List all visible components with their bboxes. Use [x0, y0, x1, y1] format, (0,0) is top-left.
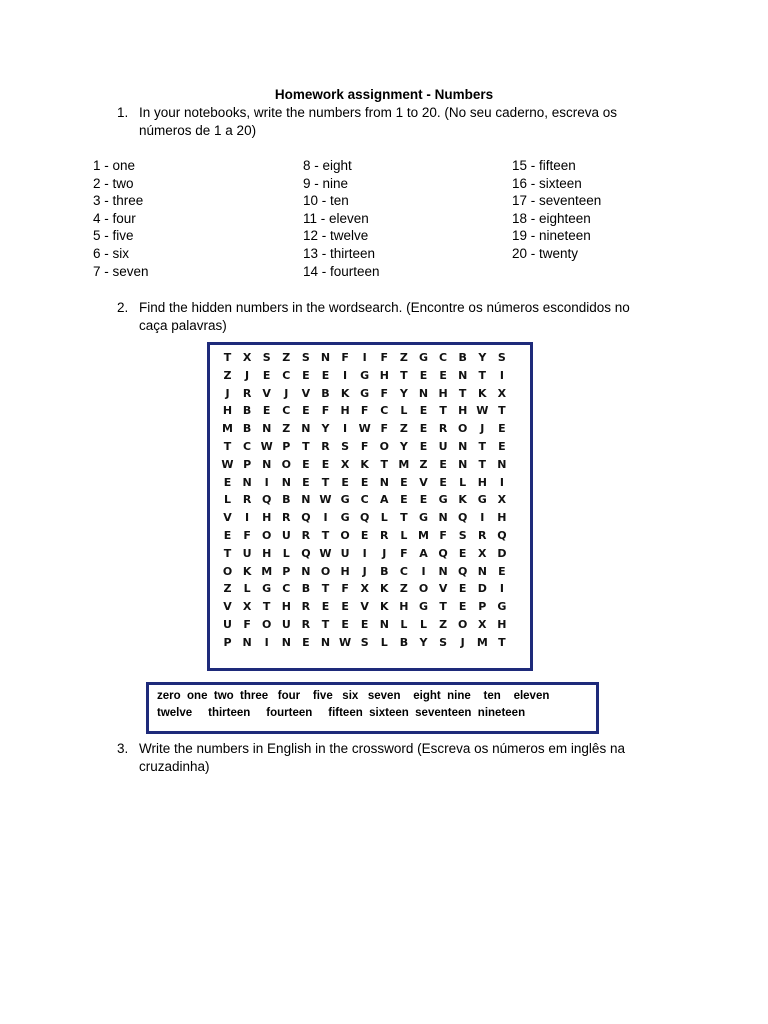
wordsearch-letter[interactable]: U: [281, 618, 291, 631]
wordsearch-letter[interactable]: A: [380, 493, 389, 507]
wordsearch-letter[interactable]: O: [340, 529, 350, 542]
wordsearch-letter[interactable]: J: [382, 546, 387, 560]
wordsearch-letter[interactable]: Q: [360, 511, 370, 525]
wordsearch-letter[interactable]: E: [321, 457, 330, 471]
wordsearch-letter[interactable]: O: [281, 457, 291, 471]
number-entry: 8 - eight: [303, 158, 352, 173]
wordsearch-letter[interactable]: S: [439, 635, 448, 649]
wordsearch-letter[interactable]: X: [242, 600, 252, 614]
wordsearch-letter[interactable]: Z: [399, 422, 408, 436]
wordsearch-letter[interactable]: E: [360, 529, 369, 542]
wordsearch-letter[interactable]: T: [262, 600, 271, 614]
wordsearch-letter[interactable]: C: [380, 404, 389, 418]
wordsearch-letter[interactable]: L: [223, 493, 231, 507]
wordsearch-letter[interactable]: C: [243, 440, 252, 453]
wordsearch-letter[interactable]: F: [439, 529, 447, 542]
wordsearch-letter[interactable]: E: [498, 422, 506, 436]
wordsearch-letter[interactable]: L: [400, 404, 408, 418]
wordsearch-letter[interactable]: J: [284, 386, 289, 400]
wordsearch-letter[interactable]: L: [400, 529, 408, 542]
wordsearch-letter[interactable]: N: [458, 457, 468, 471]
wordsearch-letter[interactable]: C: [282, 582, 291, 596]
wordsearch-letter[interactable]: O: [418, 582, 429, 596]
wordsearch-letter[interactable]: L: [380, 511, 388, 525]
wordsearch-letter[interactable]: K: [458, 493, 467, 507]
wordsearch-letter[interactable]: E: [419, 440, 428, 453]
wordsearch-letter[interactable]: N: [497, 457, 507, 471]
wordsearch-letter[interactable]: K: [360, 457, 369, 471]
wordsearch-letter[interactable]: F: [380, 386, 389, 400]
wordsearch-letter[interactable]: Q: [438, 546, 448, 560]
wordsearch-letter[interactable]: N: [379, 618, 389, 631]
wordsearch-letter[interactable]: W: [221, 457, 234, 471]
wordsearch-letter[interactable]: T: [439, 404, 447, 418]
wordsearch-letter[interactable]: F: [400, 546, 408, 560]
wordsearch-letter[interactable]: O: [262, 529, 272, 542]
wordsearch-letter[interactable]: L: [459, 475, 467, 489]
wordsearch-letter[interactable]: I: [480, 511, 485, 525]
wordsearch-letter[interactable]: B: [301, 582, 311, 596]
wordsearch-letter[interactable]: G: [340, 511, 350, 525]
wordsearch-letter[interactable]: Y: [419, 635, 428, 649]
wordsearch-letter[interactable]: Q: [497, 529, 507, 542]
wordsearch-letter[interactable]: H: [497, 511, 507, 525]
wordsearch-letter[interactable]: V: [223, 511, 232, 525]
wordsearch-letter[interactable]: V: [223, 600, 232, 614]
wordsearch-letter[interactable]: T: [223, 546, 232, 560]
wordsearch-letter[interactable]: T: [478, 457, 487, 471]
wordsearch-letter[interactable]: F: [341, 582, 349, 596]
wordsearch-letter[interactable]: T: [321, 475, 330, 489]
wordsearch-letter[interactable]: R: [438, 422, 448, 436]
word-bank-box: [146, 682, 599, 734]
wordsearch-letter[interactable]: Y: [399, 440, 408, 453]
wordsearch-letter[interactable]: T: [478, 440, 487, 453]
number-entry: 13 - thirteen: [303, 245, 376, 261]
wordsearch-letter[interactable]: I: [323, 511, 328, 525]
word-bank-line-2: twelve thirteen fourteen fifteen sixteen seventeen nineteen: [157, 707, 526, 719]
wordsearch-letter[interactable]: N: [458, 440, 468, 453]
number-entry: 3 - three: [93, 193, 144, 209]
wordsearch-letter[interactable]: M: [418, 529, 429, 542]
wordsearch-letter[interactable]: T: [498, 404, 506, 418]
wordsearch-letter[interactable]: E: [262, 404, 271, 418]
wordsearch-letter[interactable]: E: [419, 404, 428, 418]
wordsearch-letter[interactable]: N: [320, 635, 331, 649]
wordsearch-letter[interactable]: B: [458, 351, 467, 364]
instruction-1-text: In your notebooks, write the numbers from 1 to 20. (No seu caderno, escreva os números de 1 a 20): [139, 105, 617, 138]
wordsearch-letter[interactable]: E: [341, 600, 349, 614]
wordsearch-letter[interactable]: E: [262, 368, 271, 382]
wordsearch-letter[interactable]: D: [497, 546, 507, 560]
wordsearch-letter[interactable]: H: [458, 404, 468, 418]
wordsearch-letter[interactable]: Z: [282, 351, 291, 364]
wordsearch-letter[interactable]: B: [242, 422, 252, 436]
wordsearch-letter[interactable]: P: [282, 440, 291, 453]
wordsearch-letter[interactable]: L: [400, 618, 408, 631]
wordsearch-letter[interactable]: I: [499, 582, 504, 596]
wordsearch-letter[interactable]: E: [419, 422, 428, 436]
wordsearch-letter[interactable]: L: [380, 635, 388, 649]
wordsearch-letter[interactable]: G: [418, 511, 429, 525]
wordsearch-letter[interactable]: E: [223, 475, 232, 489]
wordsearch-letter[interactable]: I: [421, 564, 426, 578]
wordsearch-letter[interactable]: X: [497, 386, 507, 400]
wordsearch-letter[interactable]: X: [340, 457, 350, 471]
wordsearch-letter[interactable]: Z: [399, 582, 408, 596]
wordsearch-letter[interactable]: W: [476, 404, 489, 418]
wordsearch-letter[interactable]: T: [400, 511, 408, 525]
wordsearch-letter[interactable]: T: [478, 368, 487, 382]
wordsearch-letter[interactable]: S: [458, 529, 467, 542]
wordsearch-letter[interactable]: E: [439, 475, 447, 489]
wordsearch-letter[interactable]: P: [478, 600, 487, 614]
wordsearch-letter[interactable]: Y: [478, 351, 487, 364]
wordsearch-letter[interactable]: E: [321, 600, 330, 614]
number-entry: 20 - twenty: [512, 245, 579, 261]
wordsearch-letter[interactable]: N: [320, 351, 331, 364]
wordsearch-letter[interactable]: G: [340, 493, 350, 507]
wordsearch-letter[interactable]: N: [418, 386, 429, 400]
wordsearch-letter[interactable]: K: [380, 582, 389, 596]
wordsearch-letter[interactable]: J: [460, 635, 465, 649]
wordsearch-letter[interactable]: R: [380, 529, 389, 542]
number-entry: 15 - fifteen: [512, 158, 576, 173]
wordsearch-letter[interactable]: S: [341, 440, 350, 453]
wordsearch-letter[interactable]: O: [458, 422, 468, 436]
wordsearch-letter[interactable]: L: [282, 546, 290, 560]
number-list-column-1: [93, 157, 293, 280]
wordsearch-letter[interactable]: X: [497, 493, 507, 507]
wordsearch-letter[interactable]: I: [499, 475, 504, 489]
wordsearch-letter[interactable]: K: [478, 386, 487, 400]
wordsearch-letter[interactable]: G: [418, 351, 429, 364]
wordsearch-letter[interactable]: K: [242, 564, 252, 578]
wordsearch-letter[interactable]: T: [458, 386, 467, 400]
wordsearch-letter[interactable]: O: [379, 440, 389, 453]
wordsearch-letter[interactable]: T: [302, 440, 310, 453]
wordsearch-letter[interactable]: E: [419, 493, 428, 507]
number-entry: 16 - sixteen: [512, 175, 582, 191]
wordsearch-letter[interactable]: B: [282, 493, 291, 507]
wordsearch-letter[interactable]: N: [301, 564, 311, 578]
wordsearch-letter[interactable]: S: [497, 351, 506, 364]
wordsearch-letter[interactable]: E: [360, 475, 369, 489]
wordsearch-letter[interactable]: I: [264, 635, 269, 649]
wordsearch-letter[interactable]: Q: [301, 511, 311, 525]
wordsearch-letter[interactable]: Z: [439, 618, 448, 631]
wordsearch-letter[interactable]: L: [419, 618, 427, 631]
wordsearch-letter[interactable]: J: [362, 564, 367, 578]
wordsearch-letter[interactable]: T: [400, 368, 408, 382]
wordsearch-letter[interactable]: N: [301, 493, 311, 507]
instruction-2-number: 2.: [117, 300, 129, 315]
wordsearch-letter[interactable]: C: [399, 564, 408, 578]
wordsearch-letter[interactable]: R: [478, 529, 487, 542]
wordsearch-letter[interactable]: T: [223, 440, 232, 453]
wordsearch-letter[interactable]: H: [281, 600, 291, 614]
wordsearch-letter[interactable]: T: [439, 600, 447, 614]
wordsearch-letter[interactable]: E: [302, 457, 310, 471]
wordsearch-letter[interactable]: G: [360, 386, 370, 400]
number-list-column-2: [303, 157, 503, 280]
wordsearch-letter[interactable]: T: [380, 457, 389, 471]
wordsearch-letter[interactable]: E: [458, 600, 467, 614]
wordsearch-letter[interactable]: Z: [399, 351, 408, 364]
wordsearch-letter[interactable]: E: [360, 618, 369, 631]
instruction-3-number: 3.: [117, 741, 129, 756]
wordsearch-letter[interactable]: E: [302, 475, 310, 489]
wordsearch-letter[interactable]: F: [321, 404, 330, 418]
wordsearch-letter[interactable]: V: [438, 582, 448, 596]
wordsearch-letter[interactable]: X: [242, 351, 252, 364]
wordsearch-box: [207, 342, 533, 671]
wordsearch-letter[interactable]: O: [320, 564, 331, 578]
wordsearch-letter[interactable]: E: [400, 493, 408, 507]
number-entry: 4 - four: [93, 210, 136, 226]
number-entry: 17 - seventeen: [512, 193, 602, 209]
wordsearch-letter[interactable]: C: [282, 404, 291, 418]
wordsearch-letter[interactable]: I: [264, 475, 269, 489]
wordsearch-letter[interactable]: W: [319, 546, 332, 560]
wordsearch-letter[interactable]: E: [341, 475, 349, 489]
wordsearch-letter[interactable]: G: [497, 600, 507, 614]
number-entry: 5 - five: [93, 228, 134, 244]
instruction-1-number: 1.: [117, 105, 129, 120]
wordsearch-letter[interactable]: W: [358, 422, 371, 436]
number-list-column-3: [512, 157, 712, 263]
number-entry: 10 - ten: [303, 193, 349, 209]
wordsearch-letter[interactable]: S: [360, 635, 369, 649]
number-entry: 11 - eleven: [303, 210, 369, 226]
wordsearch-letter[interactable]: P: [223, 635, 232, 649]
wordsearch-letter[interactable]: F: [243, 529, 251, 542]
wordsearch-letter[interactable]: E: [302, 368, 310, 382]
wordsearch-letter[interactable]: V: [360, 600, 369, 614]
wordsearch-letter[interactable]: M: [261, 564, 273, 578]
number-entry: 9 - nine: [303, 175, 349, 191]
wordsearch-letter[interactable]: O: [458, 618, 468, 631]
wordsearch-letter[interactable]: Q: [458, 564, 468, 578]
wordsearch-letter[interactable]: P: [282, 564, 291, 578]
wordsearch-letter[interactable]: N: [262, 422, 272, 436]
wordsearch-letter[interactable]: B: [242, 404, 252, 418]
wordsearch-letter[interactable]: I: [343, 368, 348, 382]
wordsearch-letter[interactable]: T: [321, 618, 330, 631]
number-entry: 1 - one: [93, 158, 136, 173]
wordsearch-letter[interactable]: C: [360, 493, 369, 507]
wordsearch-letter[interactable]: G: [477, 493, 487, 507]
number-entry: 19 - nineteen: [512, 228, 591, 244]
wordsearch-letter[interactable]: Q: [262, 493, 272, 507]
wordsearch-letter[interactable]: P: [243, 457, 252, 471]
wordsearch-letter[interactable]: E: [498, 440, 506, 453]
wordsearch-letter[interactable]: E: [223, 529, 232, 542]
wordsearch-letter[interactable]: H: [222, 404, 233, 418]
wordsearch-letter[interactable]: G: [360, 368, 370, 382]
wordsearch-letter[interactable]: N: [379, 475, 389, 489]
wordsearch-letter[interactable]: E: [341, 618, 349, 631]
wordsearch-letter[interactable]: F: [341, 351, 349, 364]
wordsearch-letter[interactable]: A: [419, 546, 428, 560]
page-title: Homework assignment - Numbers: [274, 87, 494, 102]
wordsearch-letter[interactable]: U: [281, 529, 291, 542]
wordsearch-letter[interactable]: H: [497, 618, 507, 631]
wordsearch-letter[interactable]: R: [301, 618, 311, 631]
wordsearch-letter[interactable]: X: [478, 618, 487, 631]
wordsearch-letter[interactable]: F: [243, 618, 251, 631]
wordsearch-letter[interactable]: H: [340, 404, 350, 418]
wordsearch-letter[interactable]: U: [242, 546, 252, 560]
wordsearch-letter[interactable]: S: [262, 351, 271, 364]
wordsearch-letter[interactable]: U: [340, 546, 350, 560]
wordsearch-letter[interactable]: B: [321, 386, 330, 400]
wordsearch-letter[interactable]: N: [281, 475, 291, 489]
wordsearch-letter[interactable]: M: [398, 457, 410, 471]
wordsearch-letter[interactable]: G: [418, 600, 429, 614]
instruction-2-text: Find the hidden numbers in the wordsearch. (Encontre os números escondidos no caça palavras): [139, 300, 630, 333]
wordsearch-letter[interactable]: D: [477, 582, 487, 596]
wordsearch-letter[interactable]: Z: [223, 582, 232, 596]
wordsearch-letter[interactable]: N: [477, 564, 487, 578]
wordsearch-letter[interactable]: F: [380, 422, 389, 436]
wordsearch-letter[interactable]: Z: [223, 368, 232, 382]
wordsearch-letter[interactable]: B: [399, 635, 409, 649]
wordsearch-letter[interactable]: E: [321, 368, 330, 382]
wordsearch-letter[interactable]: E: [400, 475, 408, 489]
wordsearch-letter[interactable]: Q: [458, 511, 468, 525]
wordsearch-letter[interactable]: F: [380, 351, 389, 364]
wordsearch-letter[interactable]: E: [498, 564, 506, 578]
wordsearch-letter[interactable]: K: [340, 386, 350, 400]
wordsearch-letter[interactable]: M: [222, 422, 233, 436]
wordsearch-letter[interactable]: N: [458, 368, 468, 382]
wordsearch-letter[interactable]: O: [262, 618, 272, 631]
wordsearch-letter[interactable]: H: [477, 475, 487, 489]
wordsearch-letter[interactable]: R: [301, 600, 311, 614]
wordsearch-letter[interactable]: R: [242, 386, 252, 400]
wordsearch-letter[interactable]: F: [360, 404, 369, 418]
wordsearch-letter[interactable]: T: [498, 635, 506, 649]
wordsearch-letter[interactable]: W: [260, 440, 273, 453]
wordsearch-letter[interactable]: I: [499, 368, 504, 382]
wordsearch-letter[interactable]: W: [319, 493, 332, 507]
wordsearch-letter[interactable]: Z: [282, 422, 291, 436]
wordsearch-letter[interactable]: M: [476, 635, 488, 649]
wordsearch-letter[interactable]: E: [439, 368, 447, 382]
wordsearch-letter[interactable]: I: [362, 351, 367, 364]
wordsearch-letter[interactable]: T: [321, 582, 330, 596]
wordsearch-letter[interactable]: T: [223, 351, 232, 364]
wordsearch-letter[interactable]: S: [301, 351, 310, 364]
wordsearch-letter[interactable]: H: [262, 511, 272, 525]
wordsearch-letter[interactable]: H: [399, 600, 409, 614]
wordsearch-letter[interactable]: N: [281, 635, 291, 649]
wordsearch-letter[interactable]: R: [242, 493, 252, 507]
wordsearch-letter[interactable]: N: [242, 475, 252, 489]
wordsearch-letter[interactable]: H: [438, 386, 448, 400]
wordsearch-letter[interactable]: E: [458, 582, 467, 596]
wordsearch-letter[interactable]: J: [225, 386, 230, 400]
wordsearch-letter[interactable]: Y: [321, 422, 330, 436]
wordsearch-letter[interactable]: N: [438, 564, 448, 578]
wordsearch-letter[interactable]: X: [478, 546, 487, 560]
wordsearch-letter[interactable]: G: [438, 493, 448, 507]
wordsearch-letter[interactable]: U: [438, 440, 448, 453]
wordsearch-letter[interactable]: V: [419, 475, 428, 489]
wordsearch-letter[interactable]: V: [262, 386, 271, 400]
wordsearch-letter[interactable]: R: [282, 511, 291, 525]
wordsearch-letter[interactable]: Q: [301, 546, 311, 560]
number-entry: 18 - eighteen: [512, 210, 591, 226]
wordsearch-letter[interactable]: I: [245, 511, 250, 525]
number-entry: 6 - six: [93, 245, 130, 261]
wordsearch-letter[interactable]: H: [262, 546, 272, 560]
wordsearch-letter[interactable]: E: [302, 635, 310, 649]
wordsearch-letter[interactable]: B: [380, 564, 389, 578]
wordsearch-letter[interactable]: Z: [419, 457, 428, 471]
wordsearch-letter[interactable]: E: [439, 457, 447, 471]
wordsearch-letter[interactable]: E: [458, 546, 467, 560]
number-entry: 7 - seven: [93, 263, 149, 279]
wordsearch-letter[interactable]: N: [301, 422, 311, 436]
wordsearch-letter[interactable]: C: [282, 368, 291, 382]
wordsearch-letter[interactable]: R: [301, 529, 311, 542]
wordsearch-letter[interactable]: K: [380, 600, 389, 614]
wordsearch-letter[interactable]: E: [419, 368, 428, 382]
wordsearch-letter[interactable]: C: [439, 351, 448, 364]
wordsearch-letter[interactable]: E: [302, 404, 310, 418]
wordsearch-letter[interactable]: F: [360, 440, 369, 453]
wordsearch-letter[interactable]: O: [222, 564, 233, 578]
wordsearch-letter[interactable]: L: [243, 582, 251, 596]
wordsearch-letter[interactable]: H: [379, 368, 389, 382]
number-entry: 12 - twelve: [303, 228, 369, 244]
wordsearch-letter[interactable]: T: [321, 529, 330, 542]
wordsearch-letter[interactable]: N: [242, 635, 252, 649]
wordsearch-letter[interactable]: W: [339, 635, 352, 649]
wordsearch-grid: [218, 351, 522, 663]
wordsearch-letter[interactable]: H: [340, 564, 350, 578]
wordsearch-letter[interactable]: U: [223, 618, 232, 631]
wordsearch-letter[interactable]: G: [262, 582, 272, 596]
word-bank-line-1: zero one two three four five six seven eight nine ten eleven: [157, 690, 550, 702]
wordsearch-letter[interactable]: N: [438, 511, 448, 525]
wordsearch-letter[interactable]: Y: [399, 386, 408, 400]
number-entry: 14 - fourteen: [303, 263, 380, 279]
wordsearch-letter[interactable]: I: [362, 546, 367, 560]
wordsearch-letter[interactable]: J: [480, 422, 485, 436]
wordsearch-letter[interactable]: I: [343, 422, 348, 436]
number-entry: 2 - two: [93, 175, 134, 191]
wordsearch-letter[interactable]: R: [321, 440, 330, 453]
wordsearch-letter[interactable]: J: [245, 368, 250, 382]
instruction-3-text: Write the numbers in English in the crossword (Escreva os números em inglês na cruzadinha): [139, 741, 625, 774]
wordsearch-letter[interactable]: X: [360, 582, 369, 596]
wordsearch-letter[interactable]: N: [262, 457, 272, 471]
wordsearch-letter[interactable]: V: [301, 386, 311, 400]
